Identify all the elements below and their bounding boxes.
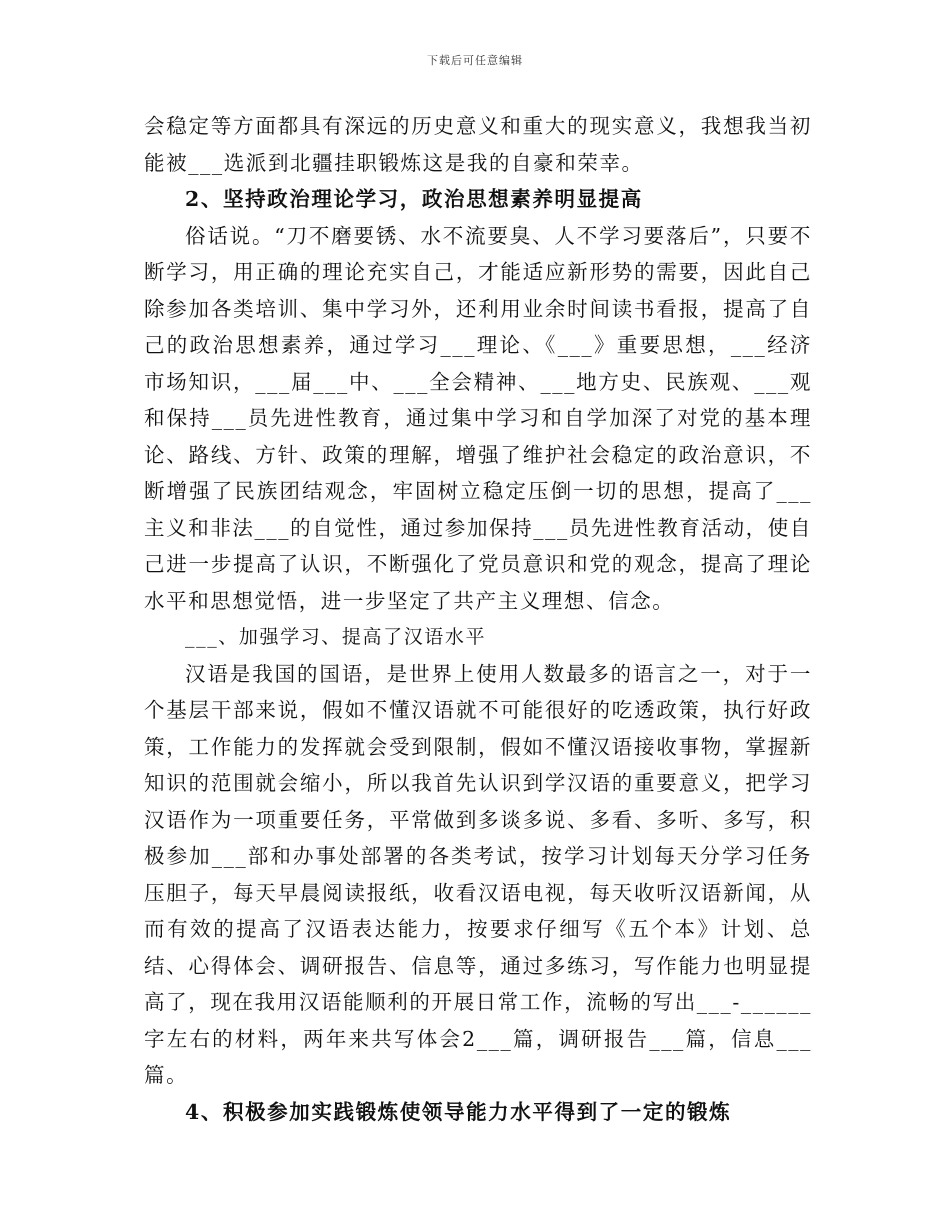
page-header: 下载后可任意编辑: [427, 54, 523, 67]
paragraph-political-study: 俗话说。“刀不磨要锈、水不流要臭、人不学习要落后”，只要不断学习，用正确的理论充实自己，才能适应新形势的需要，因此自己除参加各类培训、集中学习外，还利用业余时间读书看报，提高了自己的政治思想素养，通过学习___理论、《___》重要思想，___经济市场知识，___届___中、___全会精神、___地方史、民族观、___观和保持___员先进性教育，通过集中学习和自学加深了对党的基本理论、路线、方针、政策的理解，增强了维护社会稳定的政治意识，不断增强了民族团结观念，牢固树立稳定压倒一切的思想，提高了___主义和非法___的自觉性，通过参加保持___员先进性教育活动，使自己进一步提高了认识，不断强化了党员意识和党的观念，提高了理论水平和思想觉悟，进一步坚定了共产主义理想、信念。: [144, 223, 812, 613]
paragraph-chinese-study: 汉语是我国的国语，是世界上使用人数最多的语言之一，对于一个基层干部来说，假如不懂汉语就不可能很好的吃透政策，执行好政策，工作能力的发挥就会受到限制，假如不懂汉语接收事物，掌握新知识的范围就会缩小，所以我首先认识到学汉语的重要意义，把学习汉语作为一项重要任务，平常做到多谈多说、多看、多听、多写，积极参加___部和办事处部署的各类考试，按学习计划每天分学习任务压胆子，每天早晨阅读报纸，收看汉语电视，每天收听汉语新闻，从而有效的提高了汉语表达能力，按要求仔细写《五个本》计划、总结、心得体会、调研报告、信息等，通过多练习，写作能力也明显提高了，现在我用汉语能顺利的开展日常工作，流畅的写出___-______字左右的材料，两年来共写体会2___篇，调研报告___篇，信息___篇。: [144, 661, 812, 1087]
paragraph-continuation: 会稳定等方面都具有深远的历史意义和重大的现实意义，我想我当初能被___选派到北疆挂职锻炼这是我的自豪和荣幸。: [144, 114, 812, 175]
section-heading-3: ___、加强学习、提高了汉语水平: [185, 626, 487, 648]
section-heading-2: 2、坚持政治理论学习，政治思想素养明显提高: [185, 187, 643, 211]
section-heading-4: 4、积极参加实践锻炼使领导能力水平得到了一定的锻炼: [185, 1099, 732, 1124]
document-body: [144, 108, 812, 1130]
